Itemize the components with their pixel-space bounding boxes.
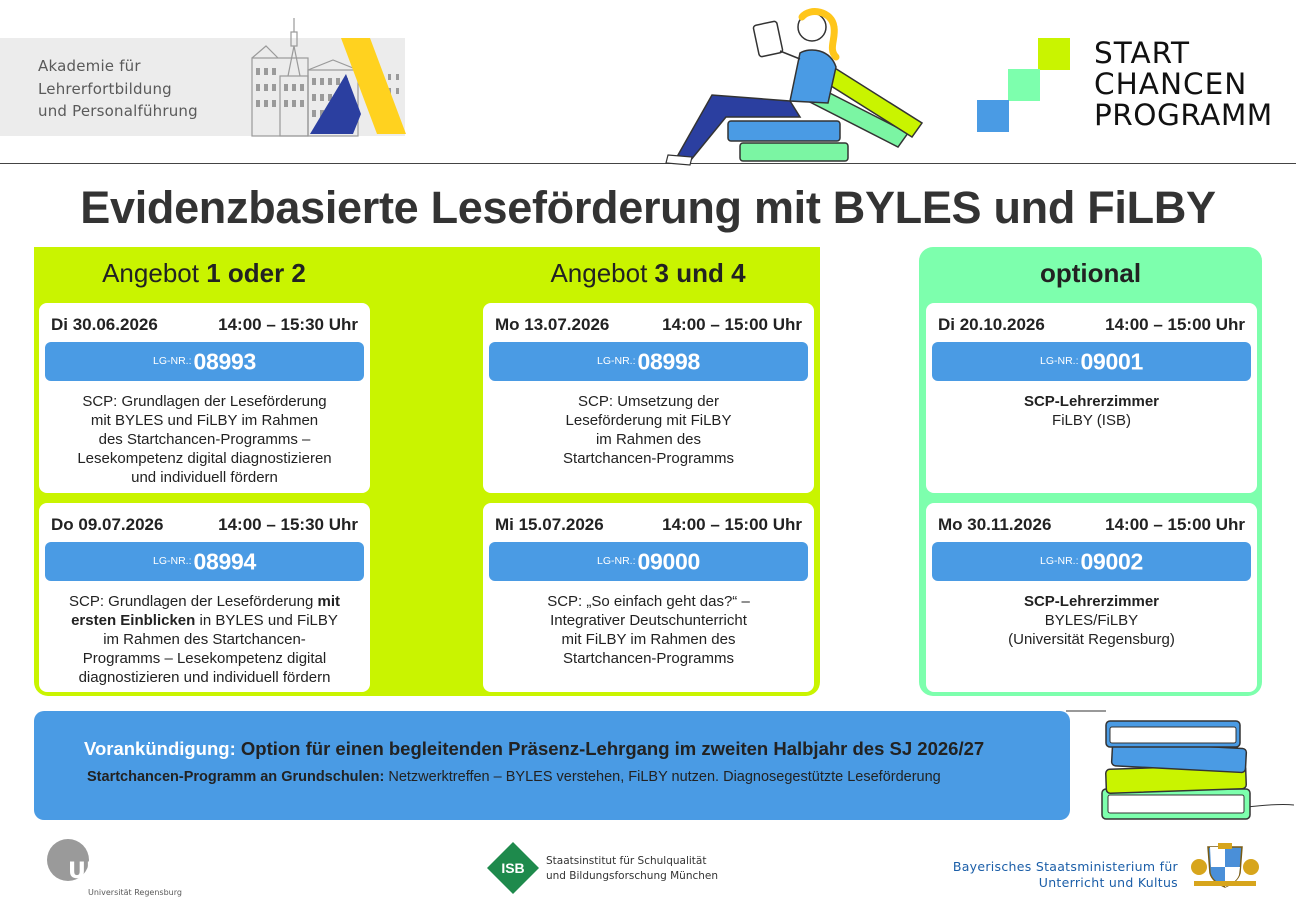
startchancen-logo-mark (976, 38, 1076, 134)
course-description: SCP: Grundlagen der Leseförderung mit BYLES und FiLBY im Rahmen des Startchancen-Programms – Lesekompetenz digital diagnostizieren und individuell fördern (77, 393, 332, 486)
course-datetime: Mo 13.07.2026 14:00 – 15:00 Uhr (495, 315, 802, 334)
akademie-name: Akademie für Lehrerfortbildung und Personalführung (38, 57, 198, 120)
course-card[interactable] (483, 303, 814, 493)
header-divider (0, 163, 1296, 164)
course-card[interactable] (483, 503, 814, 692)
course-description: SCP-Lehrerzimmer FiLBY (ISB) (1023, 393, 1160, 429)
svg-text:UR: UR (68, 859, 103, 884)
course-datetime: Mi 15.07.2026 14:00 – 15:00 Uhr (495, 515, 802, 534)
offer-heading-3-4: Angebot 3 und 4 (550, 258, 746, 288)
course-number-bar: LG-NR.:08993 (45, 342, 364, 381)
offer-heading-optional: optional (1039, 258, 1142, 288)
course-description: SCP: Umsetzung der Leseförderung mit FiLBY im Rahmen des Startchancen-Programms (563, 393, 734, 467)
akademie-banner (0, 38, 405, 136)
university-regensburg-name: Universität Regensburg (88, 888, 182, 897)
startchancen-logo-text: START CHANCEN PROGRAMM (1094, 36, 1273, 132)
ministry-name: Bayerisches Staatsministerium für Unterricht und Kultus (952, 859, 1178, 890)
course-card[interactable] (39, 503, 370, 692)
announcement-box (34, 711, 1070, 820)
course-datetime: Di 30.06.2026 14:00 – 15:30 Uhr (51, 315, 358, 334)
offer-heading-1-2: Angebot 1 oder 2 (102, 258, 306, 288)
course-card[interactable] (926, 503, 1257, 692)
university-regensburg-logo (42, 838, 112, 890)
course-card[interactable] (39, 303, 370, 493)
course-number-bar: LG-NR.:08998 (489, 342, 808, 381)
announcement-subline: Startchancen-Programm an Grundschulen: Netzwerktreffen – BYLES verstehen, FiLBY nutzen. Diagnosegestützte Leseförderung (87, 769, 941, 785)
isb-logo (486, 841, 540, 895)
course-description: SCP: Grundlagen der Leseförderung mit ersten Einblicken in BYLES und FiLBY im Rahmen des Startchancen- Programms – Lesekompetenz digital diagnostizieren und individuell fördern (69, 593, 340, 686)
book-stack-illustration (1066, 707, 1294, 831)
course-number-bar: LG-NR.:09001 (932, 342, 1251, 381)
course-number-bar: LG-NR.:09000 (489, 542, 808, 581)
course-datetime: Do 09.07.2026 14:00 – 15:30 Uhr (51, 515, 358, 534)
announcement-headline: Vorankündigung: Option für einen begleitenden Präsenz-Lehrgang im zweiten Halbjahr des SJ 2026/27 (84, 738, 985, 759)
course-description: SCP-Lehrerzimmer BYLES/FiLBY (Universität Regensburg) (1008, 593, 1175, 648)
course-description: SCP: „So einfach geht das?“ – Integrativer Deutschunterricht mit FiLBY im Rahmen des Startchancen-Programms (547, 593, 750, 667)
course-number-bar: LG-NR.:09002 (932, 542, 1251, 581)
isb-name: Staatsinstitut für Schulqualität und Bildungsforschung München (546, 855, 719, 882)
akademie-building-logo (248, 18, 408, 138)
course-number-bar: LG-NR.:08994 (45, 542, 364, 581)
page-title: Evidenzbasierte Leseförderung mit BYLES und FiLBY (80, 182, 1216, 233)
bavarian-coat-of-arms (1190, 843, 1260, 889)
course-datetime: Mo 30.11.2026 14:00 – 15:00 Uhr (938, 515, 1245, 534)
reading-person-illustration (660, 5, 935, 170)
course-datetime: Di 20.10.2026 14:00 – 15:00 Uhr (938, 315, 1245, 334)
course-card[interactable] (926, 303, 1257, 493)
svg-text:ISB: ISB (501, 860, 525, 876)
